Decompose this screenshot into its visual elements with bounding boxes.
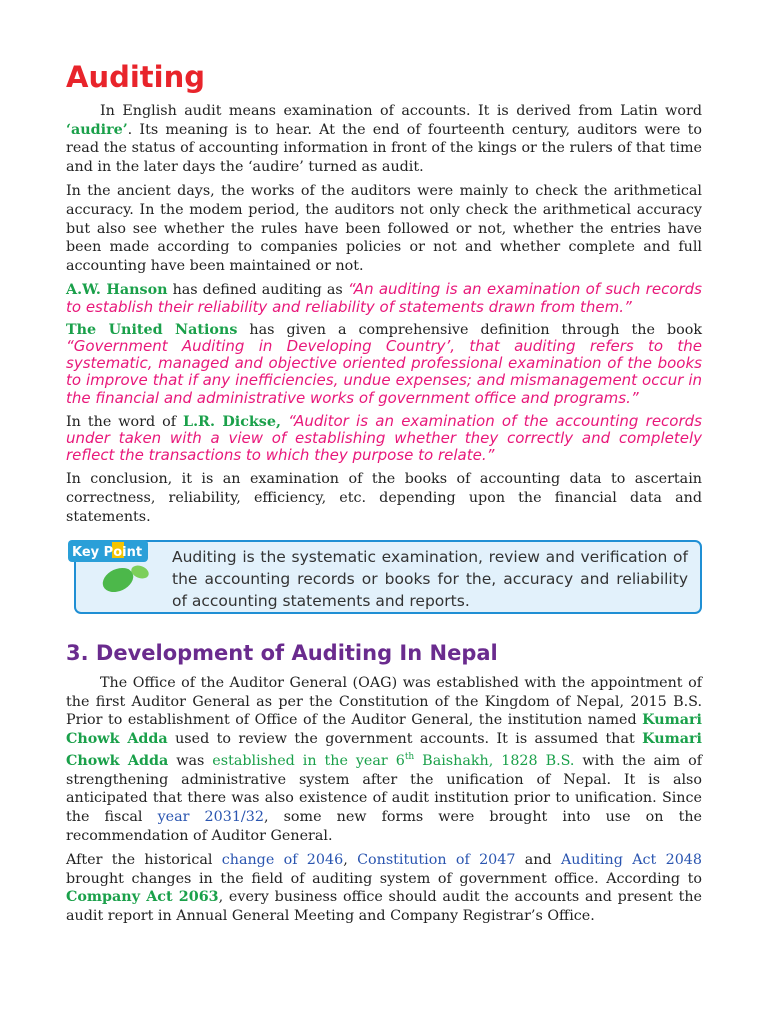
text: . Its meaning is to hear. At the end of fourteenth century, auditors were to read the status of accounting information in front of the kings or the rulers of that time and in the later days the ‘audire’ turned as audit. [66,121,702,175]
author-name: A.W. Hanson [66,282,168,299]
un-definition [66,322,702,407]
highlight-date: Baishakh, 1828 B.S. [414,753,575,770]
text: , every business office should audit the accounts and present the audit report in Annual General Meeting and Company Registrar’s Office. [66,889,703,924]
conclusion-paragraph: In conclusion, it is an examination of the books of accounting data to ascertain correctness, reliability, efficiency, etc. depending upon the financial data and statements. [66,471,702,525]
definition-quote: “Auditor is an examination of the accounting records under taken with a view of establishing whether they correctly and completely reflect the transactions to which they purpose to relate.” [66,411,702,465]
text: brought changes in the field of auditing system of government office. According to [66,870,702,887]
text: The Office of the Auditor General (OAG) was established with the appointment of the first Auditor General as per the Constitution of the Kingdom of Nepal, 2015 B.S. Prior to establishment of Office of the Auditor General, the institution named [66,675,702,729]
intro-paragraph [66,102,702,176]
ancient-days-paragraph: In the ancient days, the works of the auditors were mainly to check the arithmetical accuracy. In the modem period, the auditors not only check the arithmetical accuracy but also see whether the rules have been followed or not, whether the entries have been made according to companies policies or not and whether complete and full accounting have been maintained or not. [66,183,702,274]
author-name: L.R. Dickse, [183,413,281,430]
definition-quote: “An auditing is an examination of such records to establish their reliability and reliability of statements drawn from them.” [66,280,703,316]
highlight-term: ‘audire’ [66,121,128,138]
key-point-text: Auditing is the systematic examination, review and verification of the accounting records or books for the, accuracy and reliability of accounting statements and reports. [172,548,688,610]
text: , [343,852,358,869]
dickse-definition [66,413,702,465]
text: used to review the government accounts. It is assumed that [167,730,643,747]
hanson-definition [66,281,702,315]
text: with the aim of strengthening administrative system after the unification of Nepal. It is also anticipated that there was also existence of audit institution prior to unification. Since the fiscal [66,753,702,825]
superscript: th [404,752,415,763]
highlight-event: Constitution of 2047 [357,852,516,869]
text: In English audit means examination of accounts. It is derived from Latin word [100,103,702,119]
key-point-box [74,540,702,614]
highlight-year: year 2031/32 [157,808,264,825]
oag-paragraph [66,674,702,845]
page-title: Auditing [66,60,205,94]
auditing-section [66,58,702,532]
text: was [168,753,213,770]
text: and [515,852,561,869]
highlight-event: Auditing Act 2048 [560,852,702,869]
highlight-term: Company Act 2063 [66,889,219,906]
text: has defined auditing as [167,282,348,299]
text: has given a comprehensive definition through the book [237,321,702,338]
key-point-badge [66,536,162,596]
highlight-event: change of 2046 [221,852,344,869]
highlight-term: Kumari Chowk Adda [66,730,702,770]
text: After the historical [66,852,222,869]
key-point-badge-label: Key Point [72,545,143,560]
section-heading: 3. Development of Auditing In Nepal [66,641,498,665]
highlight-date: established in the year 6 [212,753,405,770]
text: In the word of [66,413,184,430]
historical-changes-paragraph [66,851,702,925]
author-name: The United Nations [66,321,238,338]
nepal-development-section [66,640,702,931]
text: , some new forms were brought into use on the recommendation of Auditor General. [66,808,702,844]
highlight-term: Kumari Chowk Adda [66,712,702,747]
definition-quote: “Government Auditing in Developing Country’, that auditing refers to the systematic, managed and objective oriented professional examination of the books to improve that if any inefficiencies, undue expenses; and mismanagement occur in the financial and administrative works of government office and programs.” [66,336,702,407]
